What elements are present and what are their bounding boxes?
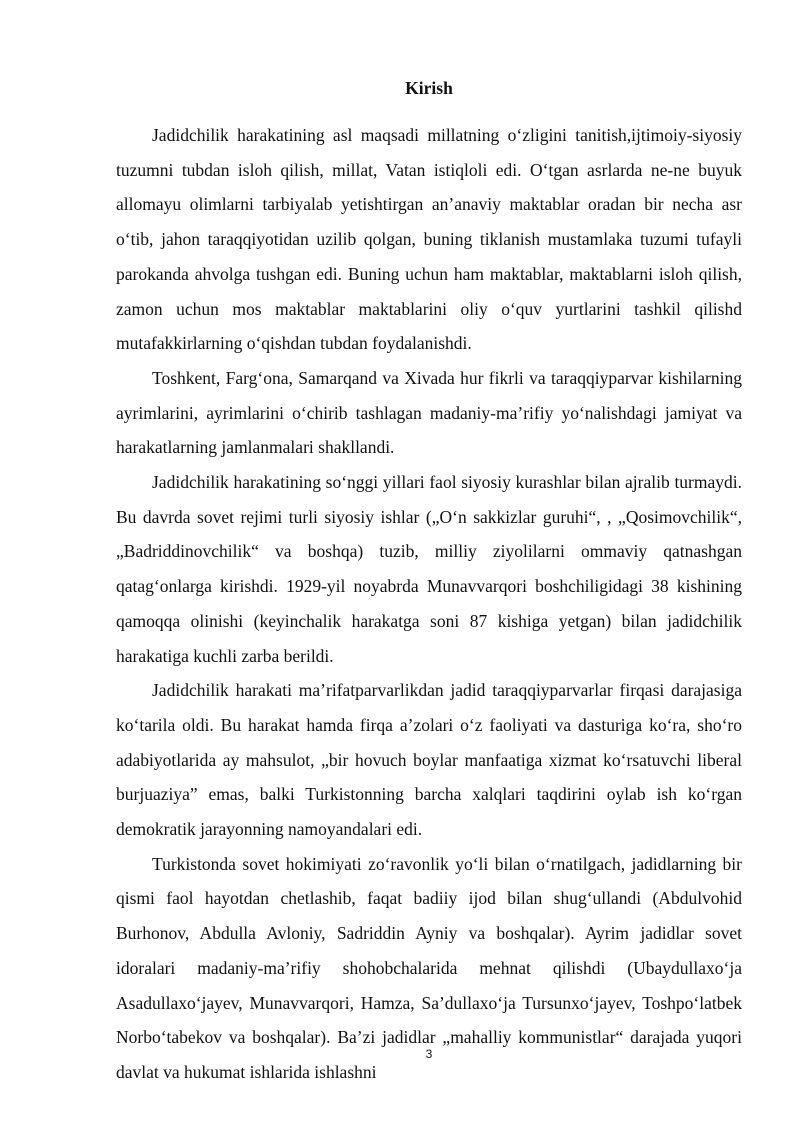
paragraph-4: Jadidchilik harakati ma’rifatparvarlikdan jadid taraqqiyparvarlar firqasi darajasiga ko‘tarila oldi. Bu harakat hamda firqa a’zolari o‘z faoliyati va dasturiga ko‘ra, sho‘ro adabiyotlarida ay mahsulot, „bir hovuch boylar manfaatiga xizmat ko‘rsatuvchi liberal burjuaziya” emas, balki Turkistonning barcha xalqlari taqdirini oylab ish ko‘rgan demokratik jarayonning namoyandalari edi. [116, 680, 742, 840]
paragraph-1: Jadidchilik harakatining asl maqsadi millatning o‘zligini tanitish,ijtimoiy-siyosiy tuzumni tubdan isloh qilish, millat, Vatan istiqloli edi. O‘tgan asrlarda ne-ne buyuk allomayu olimlarni tarbiyalab yetishtirgan an’anaviy maktablar oradan bir necha asr o‘tib, jahon taraqqiyotidan uzilib qolgan, buning tiklanish mustamlaka tuzumi tufayli parokanda ahvolga tushgan edi. Buning uchun ham maktablar, maktablarni isloh qilish, zamon uchun mos maktablar maktablarini oliy o‘quv yurtlarini tashkil qilishd mutafakkirlarning o‘qishdan tubdan foydalanishdi. [116, 125, 742, 354]
paragraph-5: Turkistonda sovet hokimiyati zo‘ravonlik yo‘li bilan o‘rnatilgach, jadidlarning bir qismi faol hayotdan chetlashib, faqat badiiy ijod bilan shug‘ullandi (Abdulvohid Burhonov, Abdulla Avloniy, Sadriddin Ayniy va boshqalar). Ayrim jadidlar sovet idoralari madaniy-ma’rifiy shohobchalarida mehnat qilishdi (Ubaydullaxo‘ja Asadullaxo‘jayev, Munavvarqori, Hamza, Sa’dullaxo‘ja Tursunxo‘jayev, Toshpo‘latbek Norbo‘tabekov va boshqalar). Ba’zi jadidlar „mahalliy kommunistlar“ darajada yuqori davlat va hukumat ishlarida ishlashni [116, 853, 742, 1082]
body-text [116, 118, 742, 1090]
page-title: Kirish [405, 78, 453, 98]
paragraph-3: Jadidchilik harakatining so‘nggi yillari faol siyosiy kurashlar bilan ajralib turmaydi. Bu davrda sovet rejimi turli siyosiy ishlar („O‘n sakkizlar guruhi“, , „Qosimovchilik“, „Badriddinovchilik“ va boshqa) tuzib, milliy ziyolilarni ommaviy qatnashgan qatag‘onlarga kirishdi. 1929-yil noyabrda Munavvarqori boshchiligidagi 38 kishining qamoqqa olinishi (keyinchalik harakatga soni 87 kishiga yetgan) bilan jadidchilik harakatiga kuchli zarba berildi. [116, 472, 742, 666]
page-number: 3 [425, 1047, 433, 1061]
paragraph-2: Toshkent, Farg‘ona, Samarqand va Xivada hur fikrli va taraqqiyparvar kishilarning ayrimlarini, ayrimlarini o‘chirib tashlagan madaniy-ma’rifiy yo‘nalishdagi jamiyat va harakatlarning jamlanmalari shakllandi. [116, 367, 742, 458]
